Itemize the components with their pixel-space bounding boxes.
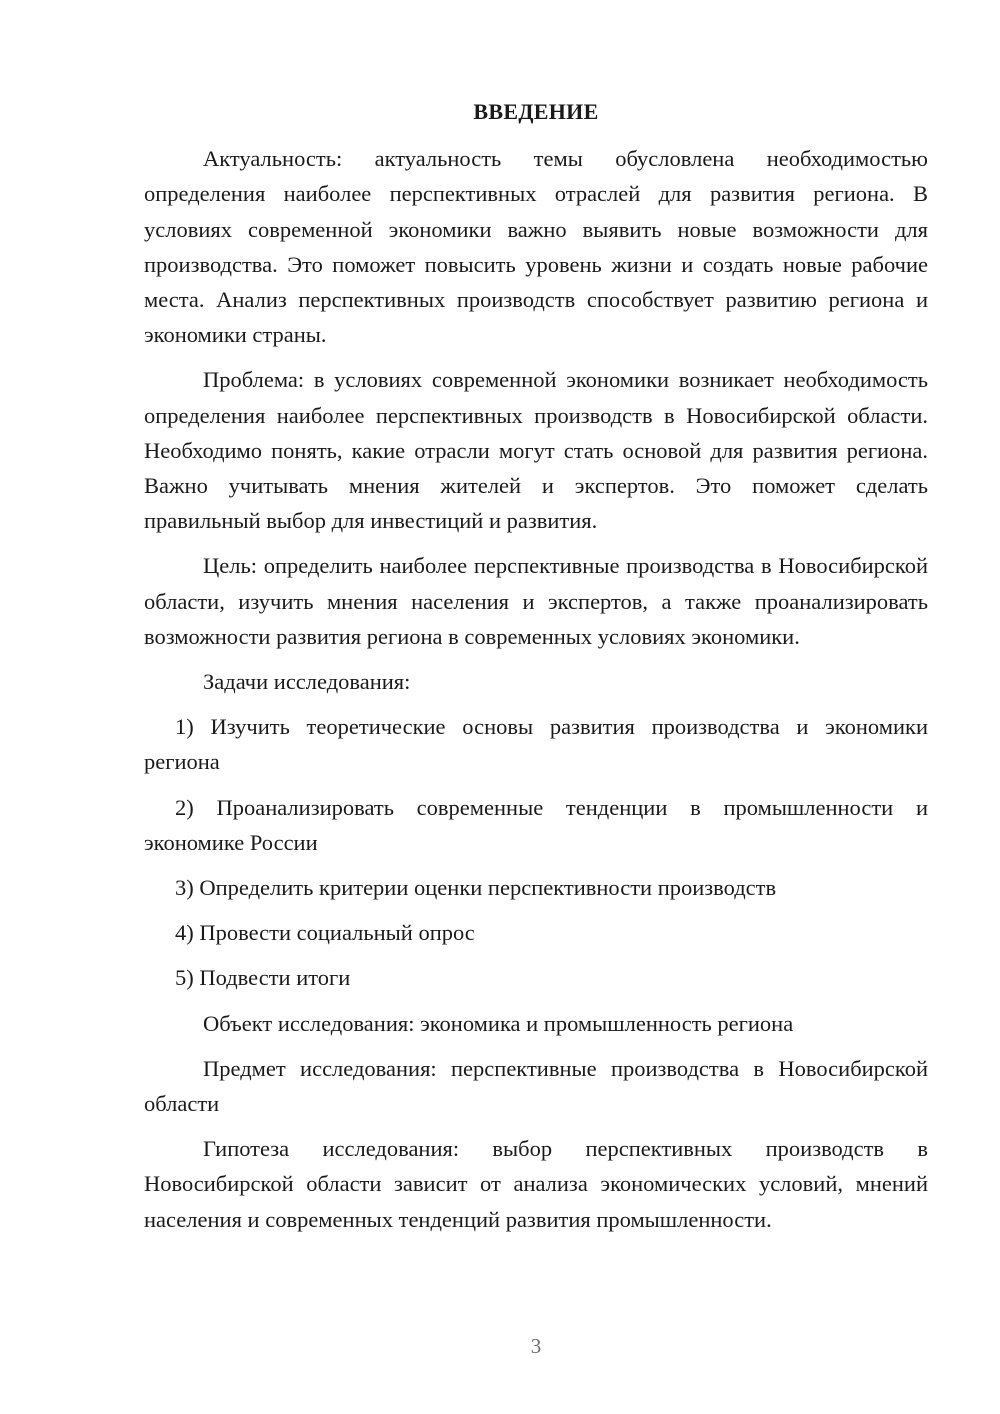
task-item-3: 3) Определить критерии оценки перспективности производств: [175, 875, 777, 901]
goal-paragraph: Цель: определить наиболее перспективные производства в Новосибирской области, изучить мнения населения и экспертов, а также проанализировать возможности развития региона в современных условиях экономики.: [144, 553, 928, 649]
task-item-2: 2) Проанализировать современные тенденции в промышленности и экономике России: [144, 794, 928, 855]
task-item-4: 4) Провести социальный опрос: [175, 920, 475, 946]
page-number: 3: [530, 1334, 542, 1358]
task-item-1: 1) Изучить теоретические основы развития производства и экономики региона: [144, 714, 928, 775]
tasks-heading: Задачи исследования:: [203, 669, 411, 695]
problem-paragraph: Проблема: в условиях современной экономики возникает необходимость определения наиболее перспективных производств в Новосибирской области. Необходимо понять, какие отрасли могут стать основой для развития региона. Важно учитывать мнения жителей и экспертов. Это поможет сделать правильный выбор для инвестиций и развития.: [144, 367, 928, 534]
subject-paragraph: Предмет исследования: перспективные производства в Новосибирской области: [144, 1055, 928, 1117]
document-page: [144, 94, 928, 1247]
object-paragraph: Объект исследования: экономика и промышленность региона: [203, 1010, 794, 1036]
page-title: ВВЕДЕНИЕ: [473, 99, 599, 124]
relevance-paragraph: Актуальность: актуальность темы обусловлена необходимостью определения наиболее перспективных отраслей для развития региона. В условиях современной экономики важно выявить новые возможности для производства. Это поможет повысить уровень жизни и создать новые рабочие места. Анализ перспективных производств способствует развитию региона и экономики страны.: [144, 146, 928, 348]
hypothesis-paragraph: Гипотеза исследования: выбор перспективных производств в Новосибирской области зависит от анализа экономических условий, мнений населения и современных тенденций развития промышленности.: [144, 1136, 928, 1232]
task-item-5: 5) Подвести итоги: [175, 965, 351, 991]
